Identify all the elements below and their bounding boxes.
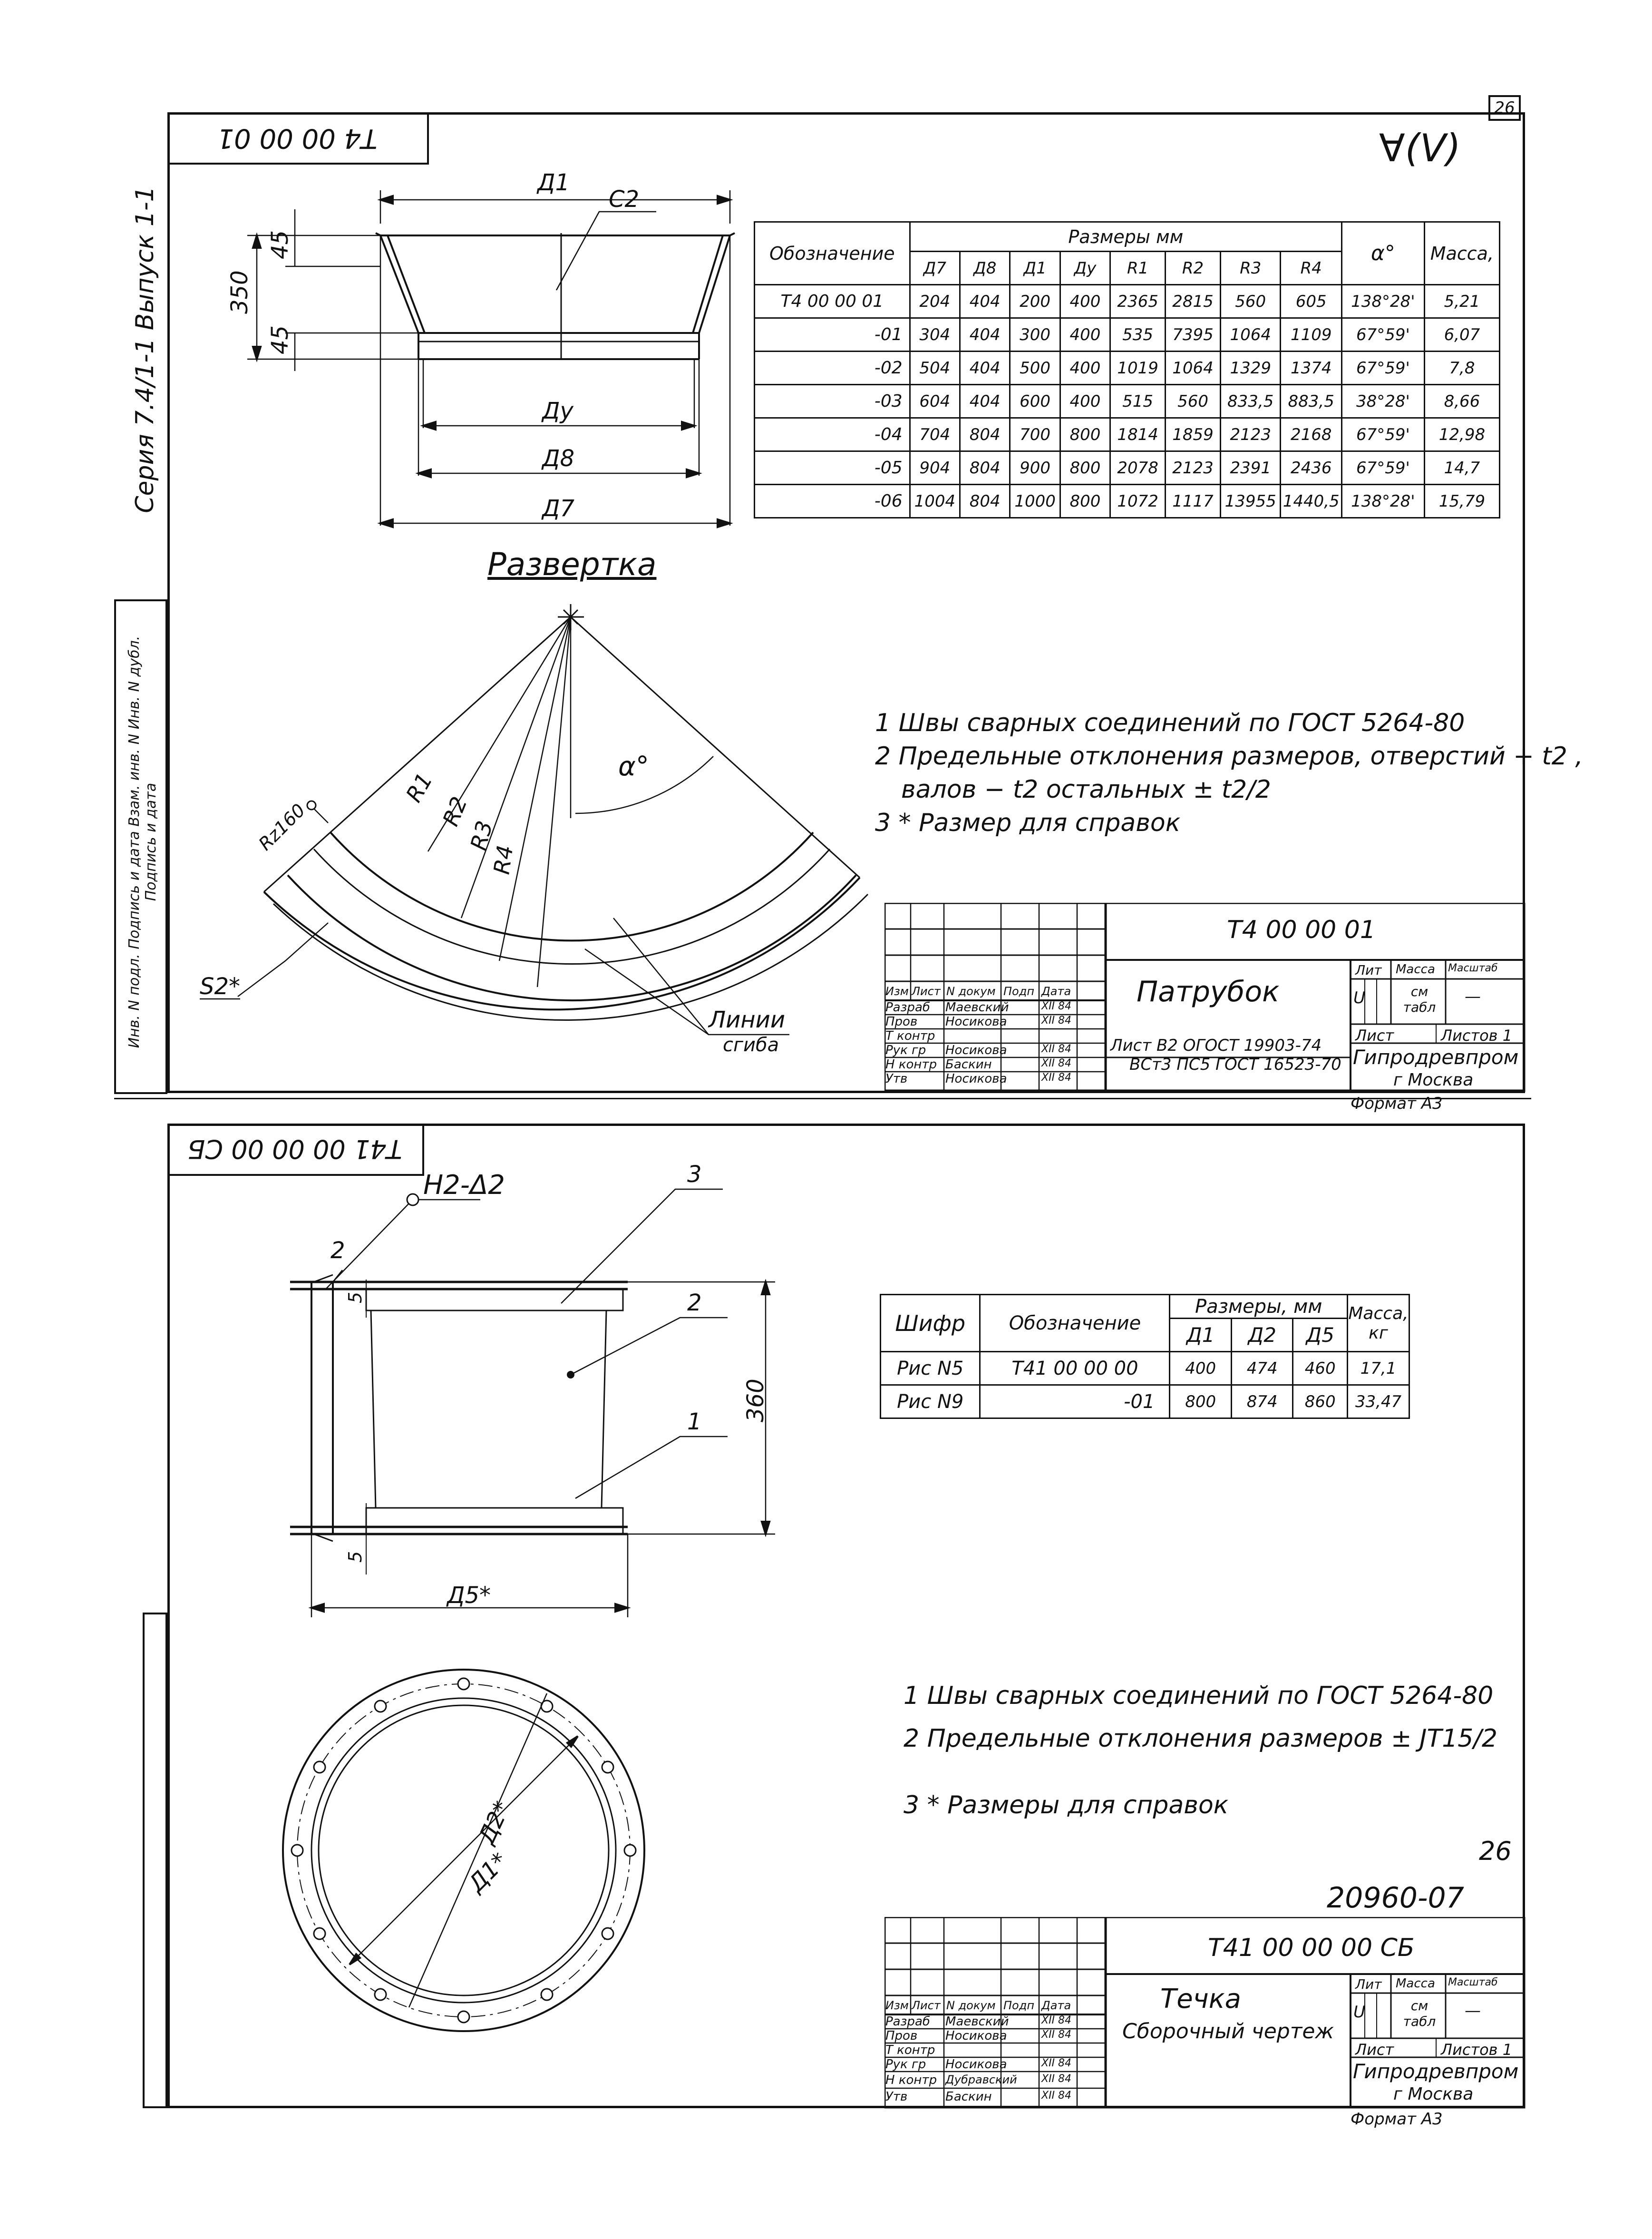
tb2-hdr-ndoc: N докум — [946, 1999, 996, 2012]
tb2-hdr-izm: Изм — [885, 1999, 909, 2012]
sheet2-note-3: 3 * Размеры для справок — [904, 1791, 1229, 1819]
tb1-hdr-list: Лист — [912, 985, 941, 998]
callout-3: 3 — [687, 1161, 702, 1188]
dim-d2: Д2* — [473, 1797, 516, 1848]
dim-45b: 45 — [267, 325, 293, 354]
tb2-subname: Сборочный чертеж — [1122, 2019, 1334, 2043]
tb2-doc-code: Т41 00 00 00 СБ — [1208, 1934, 1415, 1962]
dim-d1: Д1 — [537, 169, 570, 196]
col-d7: Д7 — [910, 252, 960, 285]
sheet2-stamp-code: Т41 00 00 00 СБ — [187, 1134, 402, 1164]
dim-d7: Д7 — [542, 495, 575, 522]
tb2-role-1: Пров — [885, 2029, 918, 2043]
dev-rz160: Rz160 — [254, 800, 310, 855]
sheet1-note-1: 1 Швы сварных соединений по ГОСТ 5264-80 — [875, 709, 1465, 737]
tb1-org: Гипродревпром — [1353, 1046, 1519, 1069]
tb2-person-5: Баскин — [945, 2090, 992, 2104]
tb1-date-4: XII 84 — [1041, 1057, 1072, 1069]
dim-350: 350 — [226, 270, 253, 314]
table-row: -02 504 404 500 400 1019 1064 1329 1374 67°59' 7,8 — [755, 352, 1500, 385]
tb2-date-0: XII 84 — [1041, 2014, 1072, 2026]
tb1-date-1: XII 84 — [1041, 1015, 1072, 1027]
dim-360: 360 — [742, 1379, 769, 1422]
tb1-hdr-date: Дата — [1041, 985, 1071, 998]
dev-s2: S2* — [200, 973, 241, 1000]
tb1-person-1: Носикова — [945, 1015, 1007, 1029]
tb1-hdr-podp: Подп — [1003, 985, 1035, 998]
tb1-person-0: Маевский — [945, 1000, 1009, 1015]
tb1-sheets: Листов 1 — [1441, 1027, 1513, 1045]
table-row: -06 1004 804 1000 800 1072 1117 13955 1440,5 138°28' 15,79 — [755, 485, 1500, 518]
tb1-hdr-ndoc: N докум — [946, 985, 996, 998]
col-d8: Д8 — [960, 252, 1010, 285]
tb2-role-0: Разраб — [885, 2014, 930, 2029]
tb1-role-0: Разраб — [885, 1000, 930, 1015]
table-row: Т4 00 00 01 204 404 200 400 2365 2815 560 605 138°28' 5,21 — [755, 285, 1500, 318]
tb1-date-0: XII 84 — [1041, 1000, 1072, 1012]
page-number: 26 — [1488, 95, 1521, 121]
dev-r1: R1 — [400, 768, 438, 807]
dev-r2: R2 — [437, 793, 473, 830]
tb2-mass: Масса — [1396, 1976, 1435, 1991]
tb1-mass-val: см табл — [1403, 984, 1436, 1015]
col-dy: Ду — [1060, 252, 1110, 285]
tb2-role-4: Н контр — [885, 2073, 937, 2087]
tb1-date-5: XII 84 — [1041, 1072, 1072, 1084]
col-r1: R1 — [1110, 252, 1166, 285]
tb2-date-3: XII 84 — [1041, 2057, 1072, 2069]
tb2-hdr-podp: Подп — [1003, 1999, 1035, 2012]
dim-5-top: 5 — [345, 1291, 366, 1303]
table-row: Рис N9 -01 800 874 860 33,47 — [881, 1385, 1409, 1418]
table-row: Рис N5 Т41 00 00 00 400 474 460 17,1 — [881, 1352, 1409, 1385]
hdr-alpha: α° — [1341, 222, 1424, 285]
hdr-mass: Масса, — [1424, 222, 1499, 285]
sheet2-spec-table — [880, 1294, 1410, 1419]
tb2-hdr-date: Дата — [1041, 1999, 1071, 2012]
tb1-material-1: Лист В2 ОГОСТ 19903-74 — [1110, 1036, 1322, 1055]
col2-d2: Д2 — [1231, 1319, 1292, 1352]
sheet1-note-4: 3 * Размер для справок — [875, 809, 1181, 837]
tb1-role-1: Пров — [885, 1015, 918, 1029]
tb1-lit-val: U — [1353, 988, 1365, 1007]
tb1-scale-val: — — [1465, 987, 1481, 1006]
roughness-mark: ∀(V) — [1379, 126, 1461, 170]
tb1-hdr-izm: Изм — [885, 985, 909, 998]
dev-fold-2: сгиба — [723, 1034, 779, 1056]
tb2-role-2: Т контр — [885, 2043, 935, 2057]
hdr-oboz: Обозначение — [755, 222, 910, 285]
sheet1-binding-text: Инв. N подл. Подпись и дата Взам. инв. N Инв. N дубл. Подпись и дата — [126, 636, 159, 1048]
col-r2: R2 — [1166, 252, 1221, 285]
tb1-format: Формат А3 — [1351, 1094, 1443, 1113]
sheet2-sheet-num: 26 — [1479, 1836, 1512, 1866]
dev-r4: R4 — [488, 843, 518, 876]
album-code: 20960-07 — [1327, 1881, 1464, 1915]
tb1-date-3: XII 84 — [1041, 1043, 1072, 1055]
tb2-person-4: Дубравский — [945, 2073, 1017, 2086]
tb2-scale-val: — — [1465, 2001, 1481, 2020]
col-r4: R4 — [1281, 252, 1342, 285]
weld-mark: Н2-Δ2 — [423, 1170, 505, 1201]
tb1-sheet: Лист — [1355, 1027, 1394, 1045]
tb1-scale: Масштаб — [1448, 962, 1498, 974]
hdr-mass2: Масса, кг — [1347, 1295, 1409, 1352]
tb2-format: Формат А3 — [1351, 2110, 1443, 2129]
sheet2-note-2: 2 Предельные отклонения размеров ± JT15/2 — [904, 1724, 1497, 1753]
callout-2: 2 — [687, 1290, 702, 1316]
callout-2-top: 2 — [330, 1237, 345, 1264]
tb2-lit: Лит — [1355, 1976, 1382, 1992]
tb2-hdr-list: Лист — [912, 1999, 941, 2012]
dim-dy: Ду — [542, 398, 573, 424]
tb2-name: Течка — [1160, 1984, 1241, 2014]
tb1-material-2: ВСт3 ПС5 ГОСТ 16523-70 — [1129, 1055, 1341, 1074]
tb1-role-2: Т контр — [885, 1029, 935, 1043]
dim-c2: С2 — [609, 186, 640, 213]
tb1-mass: Масса — [1396, 962, 1435, 977]
tb2-role-3: Рук гр — [885, 2057, 926, 2072]
hdr-sizes: Размеры мм — [910, 222, 1341, 252]
callout-1: 1 — [687, 1408, 702, 1435]
tb1-lit: Лит — [1355, 962, 1382, 978]
dim-5-bot: 5 — [345, 1551, 366, 1563]
table-row: -01 304 404 300 400 535 7395 1064 1109 67°59' 6,07 — [755, 318, 1500, 352]
tb1-person-5: Носикова — [945, 1072, 1007, 1086]
dev-r3: R3 — [465, 818, 498, 853]
tb2-person-0: Маевский — [945, 2014, 1009, 2029]
tb2-role-5: Утв — [885, 2090, 908, 2104]
tb2-date-4: XII 84 — [1041, 2073, 1072, 2085]
tb2-date-5: XII 84 — [1041, 2090, 1072, 2102]
dim-d5: Д5* — [447, 1582, 491, 1609]
table-row: -03 604 404 600 400 515 560 833,5 883,5 38°28' 8,66 — [755, 385, 1500, 418]
dim-45a: 45 — [267, 230, 293, 259]
tb2-lit-val: U — [1353, 2003, 1365, 2022]
tb2-org: Гипродревпром — [1353, 2060, 1519, 2083]
dim-d8: Д8 — [542, 445, 575, 472]
tb2-date-1: XII 84 — [1041, 2029, 1072, 2041]
tb2-sheet: Лист — [1355, 2041, 1394, 2059]
sheet1-note-3: валов − t2 остальных ± t2/2 — [901, 775, 1271, 804]
tb1-city: г Москва — [1393, 1070, 1474, 1090]
hdr-shifr: Шифр — [881, 1295, 980, 1352]
hdr-sizes2: Размеры, мм — [1170, 1295, 1348, 1319]
tb1-role-5: Утв — [885, 1072, 908, 1086]
dim-d1: Д1* — [463, 1847, 513, 1897]
tb1-doc-code: Т4 00 00 01 — [1227, 916, 1376, 944]
tb1-person-4: Баскин — [945, 1057, 992, 1072]
tb1-role-3: Рук гр — [885, 1043, 926, 1057]
col2-d1: Д1 — [1170, 1319, 1231, 1352]
sheet1-spec-table — [754, 221, 1500, 518]
table-row: -04 704 804 700 800 1814 1859 2123 2168 67°59' 12,98 — [755, 418, 1500, 451]
tb2-person-1: Носикова — [945, 2029, 1007, 2043]
col-r3: R3 — [1220, 252, 1280, 285]
series-label: Серия 7.4/1-1 Выпуск 1-1 — [131, 186, 159, 513]
dev-fold-1: Линии — [709, 1007, 786, 1033]
tb2-sheets: Листов 1 — [1441, 2041, 1513, 2059]
col2-d5: Д5 — [1293, 1319, 1348, 1352]
tb2-mass-val: см табл — [1403, 1998, 1436, 2029]
col-d1: Д1 — [1010, 252, 1060, 285]
tb2-person-3: Носикова — [945, 2057, 1007, 2072]
tb1-person-3: Носикова — [945, 1043, 1007, 1057]
sheet1-note-2: 2 Предельные отклонения размеров, отверстий + t2 , — [875, 742, 1583, 771]
tb2-scale: Масштаб — [1448, 1976, 1498, 1988]
tb1-name: Патрубок — [1137, 975, 1280, 1008]
razvertka-title: Развертка — [487, 546, 657, 583]
sheet2-note-1: 1 Швы сварных соединений по ГОСТ 5264-80 — [904, 1682, 1494, 1710]
tb1-role-4: Н контр — [885, 1057, 937, 1072]
table-row: -05 904 804 900 800 2078 2123 2391 2436 67°59' 14,7 — [755, 451, 1500, 485]
dev-alpha: α° — [618, 751, 649, 782]
tb2-city: г Москва — [1393, 2084, 1474, 2104]
sheet1-stamp-code: Т4 00 00 01 — [217, 123, 378, 154]
hdr-oboz2: Обозначение — [980, 1295, 1170, 1352]
